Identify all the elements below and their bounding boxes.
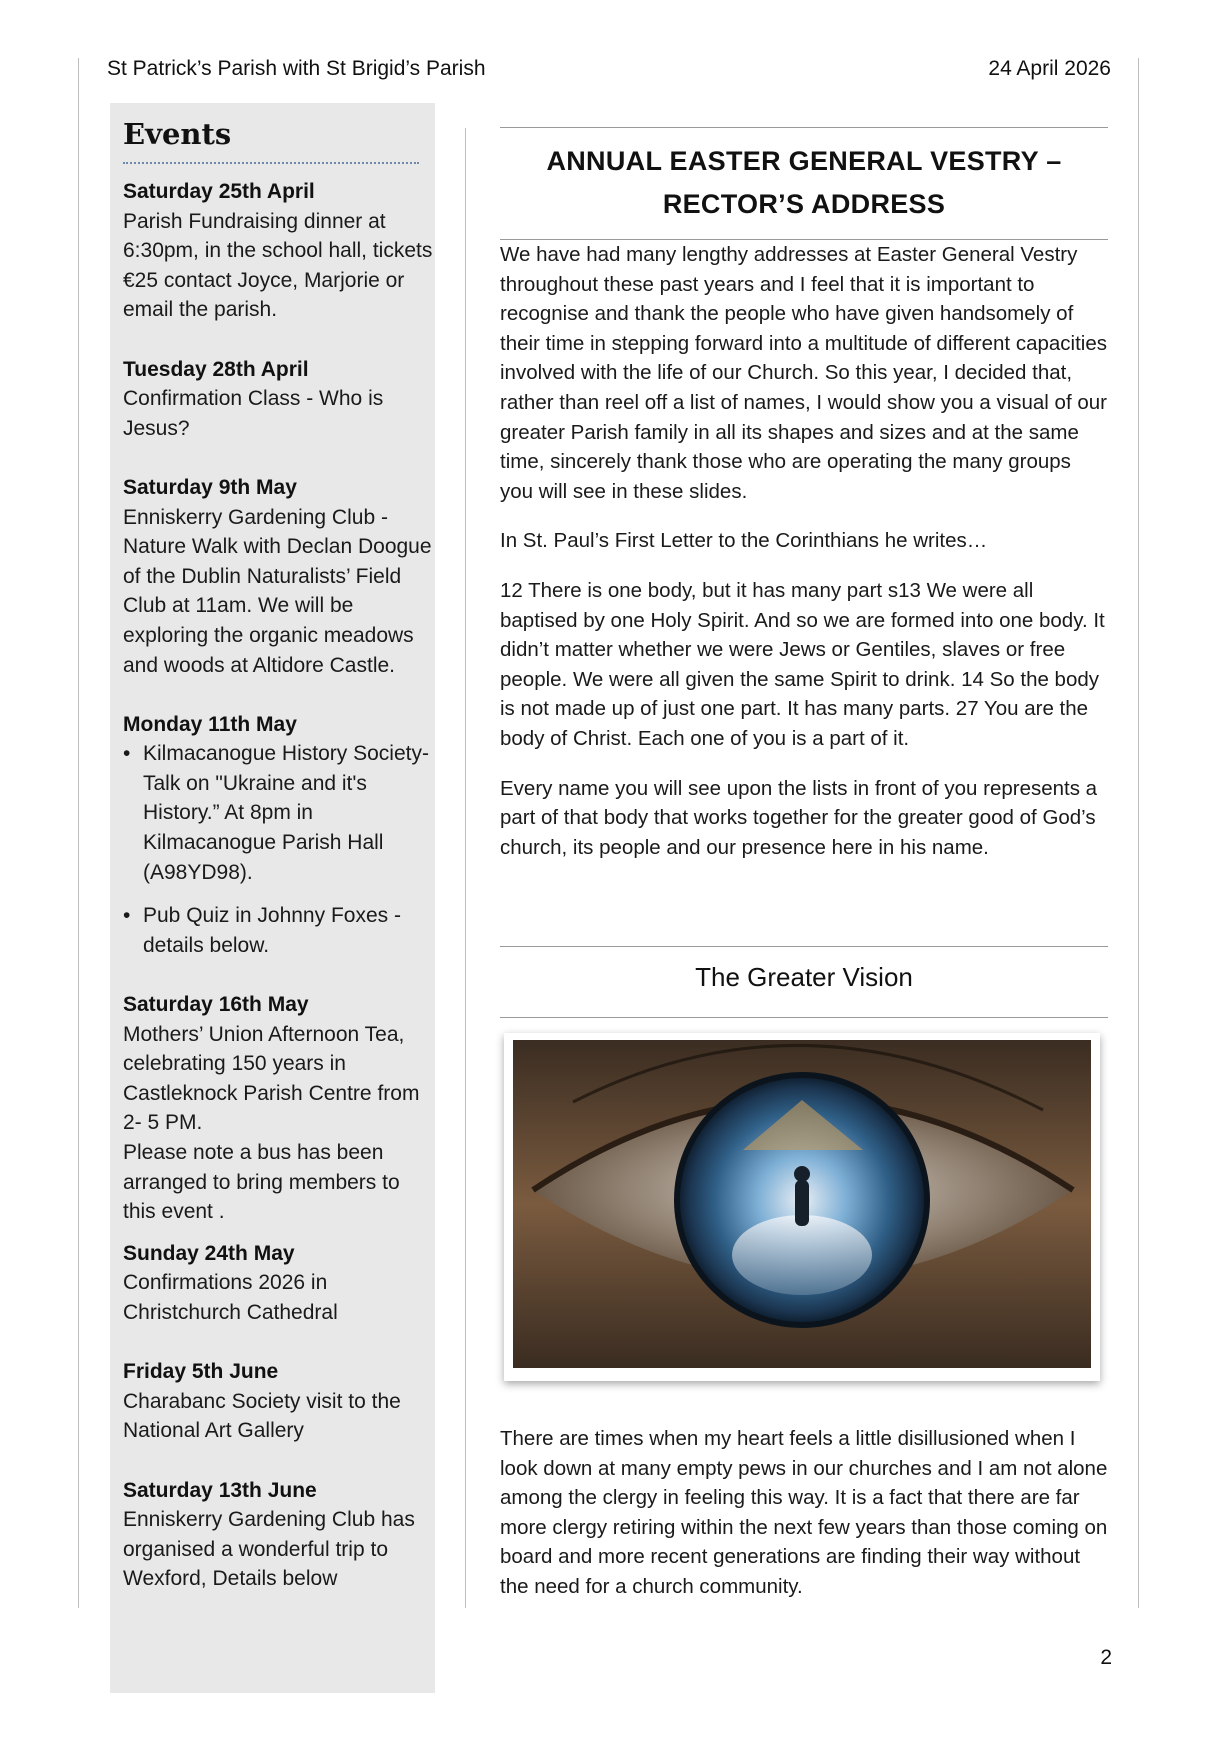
bullet-icon: • <box>123 742 131 766</box>
eye-vision-image <box>513 1040 1091 1368</box>
event-description: Enniskerry Gardening Club has organised a wonderful trip to Wexford, Details below <box>123 1508 415 1591</box>
article-paragraph: In St. Paul’s First Letter to the Corinthians he writes… <box>500 529 988 553</box>
event-item <box>123 355 433 444</box>
eye-image-frame <box>504 1033 1100 1381</box>
event-date: Tuesday 28th April <box>123 357 309 381</box>
article-title-line2: RECTOR’S ADDRESS <box>662 189 946 219</box>
article-body <box>500 240 1108 882</box>
event-description: Confirmations 2026 in Christchurch Cathedral <box>123 1271 338 1324</box>
article-title <box>500 140 1108 226</box>
event-date: Sunday 24th May <box>123 1241 295 1265</box>
closing-paragraph: There are times when my heart feels a little disillusioned when I look down at many empty pews in our churches and I am not alone among the clergy in feeling this way. It is a fact that there are far more clergy retiring within the next few years than those coming on board and more recent generations are finding their way without the need for a church community. <box>500 1427 1108 1598</box>
section-bottom-rule <box>500 1017 1108 1018</box>
event-date: Friday 5th June <box>123 1360 279 1384</box>
event-note: Please note a bus has been arranged to bring members to this event . <box>123 1141 400 1224</box>
header-parish-name: St Patrick’s Parish with St Brigid’s Parish <box>107 57 486 80</box>
article-paragraph: 12 There is one body, but it has many part s13 We were all baptised by one Holy Spirit. And so we are formed into one body. It didn’t matter whether we were Jews or Gentiles, slaves or free people. We were all given the same Spirit to drink. 14 So the body is not made up of just one part. It has many parts. 27 You are the body of Christ. Each one of you is a part of it. <box>500 578 1105 750</box>
event-bullet-item <box>123 739 433 887</box>
left-margin-line <box>78 58 79 1608</box>
right-margin-line <box>1138 58 1139 1608</box>
event-description: Confirmation Class - Who is Jesus? <box>123 387 384 440</box>
events-divider <box>123 162 419 164</box>
article-paragraph: We have had many lengthy addresses at Easter General Vestry throughout these past years and I feel that it is important to recognise and thank the people who have given handsomely of their time in stepping forward into a multitude of different capacities involved with the life of our Church. So this year, I decided that, rather than reel off a list of names, I would show you a visual of our greater Parish family in all its shapes and sizes and at the same time, sincerely thank those who are operating the many groups you will see in these slides. <box>500 243 1107 503</box>
event-date: Monday 11th May <box>123 712 297 736</box>
event-date: Saturday 25th April <box>123 180 315 203</box>
article-paragraph: Every name you will see upon the lists in front of you represents a part of that body that works together for the greater good of God’s church, its people and our presence here in his name. <box>500 776 1098 859</box>
event-description: Charabanc Society visit to the National Art Gallery <box>123 1389 401 1443</box>
event-item <box>123 1476 433 1594</box>
event-bullet-text: Kilmacanogue History Society- Talk on "Ukraine and it's History.” At 8pm in Kilmacanogue Parish Hall (A98YD98). <box>143 742 429 884</box>
event-description: Enniskerry Gardening Club - Nature Walk with Declan Doogue of the Dublin Naturalists’ Field Club at 11am. We will be exploring the organic meadows and woods at Altidore Castle. <box>123 505 432 677</box>
events-sidebar <box>110 103 435 1693</box>
event-bullet-item <box>123 901 433 960</box>
event-date: Saturday 9th May <box>123 475 297 499</box>
event-item <box>123 473 433 680</box>
column-divider <box>465 128 466 1608</box>
event-date: Saturday 16th May <box>123 993 309 1017</box>
event-description: Mothers’ Union Afternoon Tea, celebrating 150 years in Castleknock Parish Centre from 2- 5 PM. <box>123 1022 420 1135</box>
section-heading: The Greater Vision <box>695 962 913 992</box>
section-top-rule <box>500 946 1108 947</box>
event-bullet-text: Pub Quiz in Johnny Foxes - details below. <box>143 904 401 957</box>
event-item <box>123 710 433 961</box>
article-title-line1: ANNUAL EASTER GENERAL VESTRY – <box>546 146 1062 176</box>
event-item <box>123 990 433 1227</box>
event-date: Saturday 13th June <box>123 1478 317 1502</box>
header-date: 24 April 2026 <box>988 57 1111 80</box>
bullet-icon: • <box>123 904 131 928</box>
event-description: Parish Fundraising dinner at 6:30pm, in the school hall, tickets €25 contact Joyce, Marjorie or email the parish. <box>123 209 433 322</box>
events-list <box>123 177 433 1624</box>
event-item <box>123 177 433 325</box>
event-bullet-list <box>123 739 433 960</box>
event-item <box>123 1239 433 1328</box>
title-top-rule <box>500 127 1108 128</box>
events-title: Events <box>123 117 232 151</box>
page-number: 2 <box>1100 1646 1112 1669</box>
event-item <box>123 1357 433 1446</box>
